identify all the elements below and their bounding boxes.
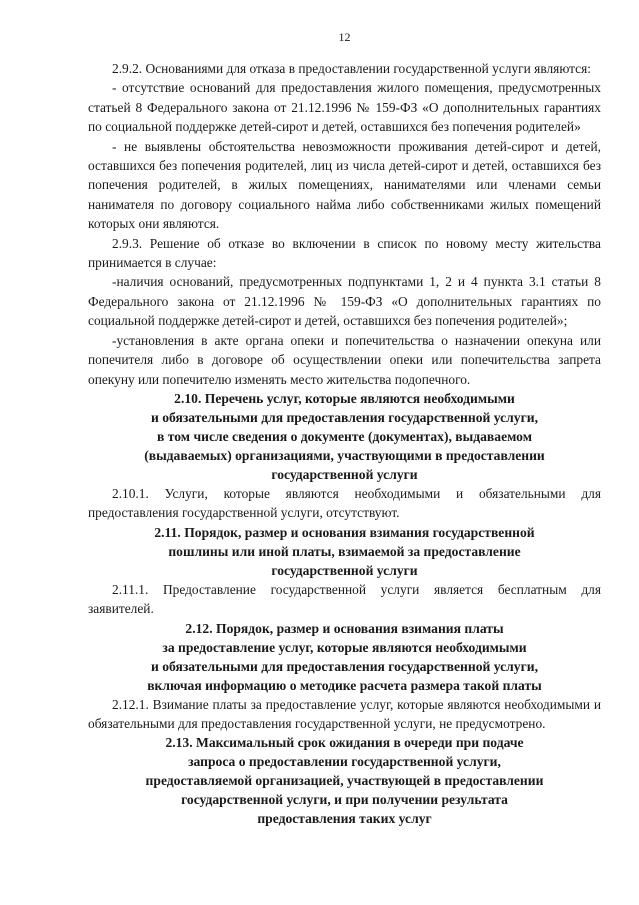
section-heading <box>88 619 601 695</box>
section-heading-line: 2.12. Порядок, размер и основания взимания платы <box>185 620 504 636</box>
section-heading-line: запроса о предоставлении государственной услуги, <box>188 754 501 770</box>
paragraph: - не выявлены обстоятельства невозможности проживания детей-сирот и детей, оставшихся без попечения родителей, лиц из числа детей-сирот и детей, оставшихся без попечения родителей, в жилых помещениях, нанимателями или членами семьи нанимателя по договору социального найма либо собственниками жилых помещений которых они являются. <box>88 138 601 232</box>
section-heading-line: 2.13. Максимальный срок ожидания в очереди при подаче <box>165 735 524 751</box>
section-heading-line: предоставления таких услуг <box>257 811 432 827</box>
section-heading-line: (выдаваемых) организациями, участвующими в предоставлении <box>144 447 545 463</box>
section-heading-line: пошлины или иной платы, взимаемой за предоставление <box>168 543 521 559</box>
paragraph: 2.10.1. Услуги, которые являются необходимыми и обязательными для предоставления государственной услуги, отсутствуют. <box>88 485 601 521</box>
section-heading-line: и обязательными для предоставления государственной услуги, <box>151 658 538 674</box>
paragraph: -наличия оснований, предусмотренных подпунктами 1, 2 и 4 пункта 3.1 статьи 8 Федерального закона от 21.12.1996 № 159-ФЗ «О дополнительных гарантиях по социальной поддержке детей-сирот и детей, оставшихся без попечения родителей»; <box>88 274 601 329</box>
section-heading <box>88 389 601 484</box>
paragraph: 2.9.3. Решение об отказе во включении в список по новому месту жительства принимается в случае: <box>88 235 601 271</box>
section-heading-line: за предоставление услуг, которые являются необходимыми <box>162 639 527 655</box>
section-heading-line: и обязательными для предоставления государственной услуги, <box>151 409 538 425</box>
page-number: 12 <box>338 30 351 44</box>
paragraph: -установления в акте органа опеки и попечительства о назначении опекуна или попечителя либо в договоре об осуществлении опеки или попечительства запрета опекуну или попечителю изменять место жительства подопечного. <box>88 332 601 387</box>
section-heading-line: в том числе сведения о документе (документах), выдаваемом <box>157 428 532 444</box>
section-heading-line: 2.11. Порядок, размер и основания взимания государственной <box>154 524 535 540</box>
paragraph: 2.12.1. Взимание платы за предоставление услуг, которые являются необходимыми и обязательными для предоставления государственной услуги, не предусмотрено. <box>88 696 601 731</box>
section-heading-line: государственной услуги <box>271 562 418 578</box>
section-heading-line: государственной услуги, и при получении результата <box>181 792 508 808</box>
paragraph: 2.11.1. Предоставление государственной услуги является бесплатным для заявителей. <box>88 581 601 617</box>
section-heading-line: 2.10. Перечень услуг, которые являются необходимыми <box>174 390 515 406</box>
section-heading-line: государственной услуги <box>271 466 418 482</box>
section-heading-line: предоставляемой организацией, участвующей в предоставлении <box>145 773 544 789</box>
section-heading <box>88 523 601 580</box>
paragraph: 2.9.2. Основаниями для отказа в предоставлении государственной услуги являются: <box>112 61 591 76</box>
paragraph: - отсутствие оснований для предоставления жилого помещения, предусмотренных статьей 8 Федерального закона от 21.12.1996 № 159-ФЗ «О дополнительных гарантиях по социальной поддержке детей-сирот и детей, оставшихся без попечения родителей» <box>88 80 601 135</box>
section-heading <box>88 733 601 828</box>
document-body <box>88 59 601 828</box>
section-heading-line: включая информацию о методике расчета размера такой платы <box>147 677 542 693</box>
